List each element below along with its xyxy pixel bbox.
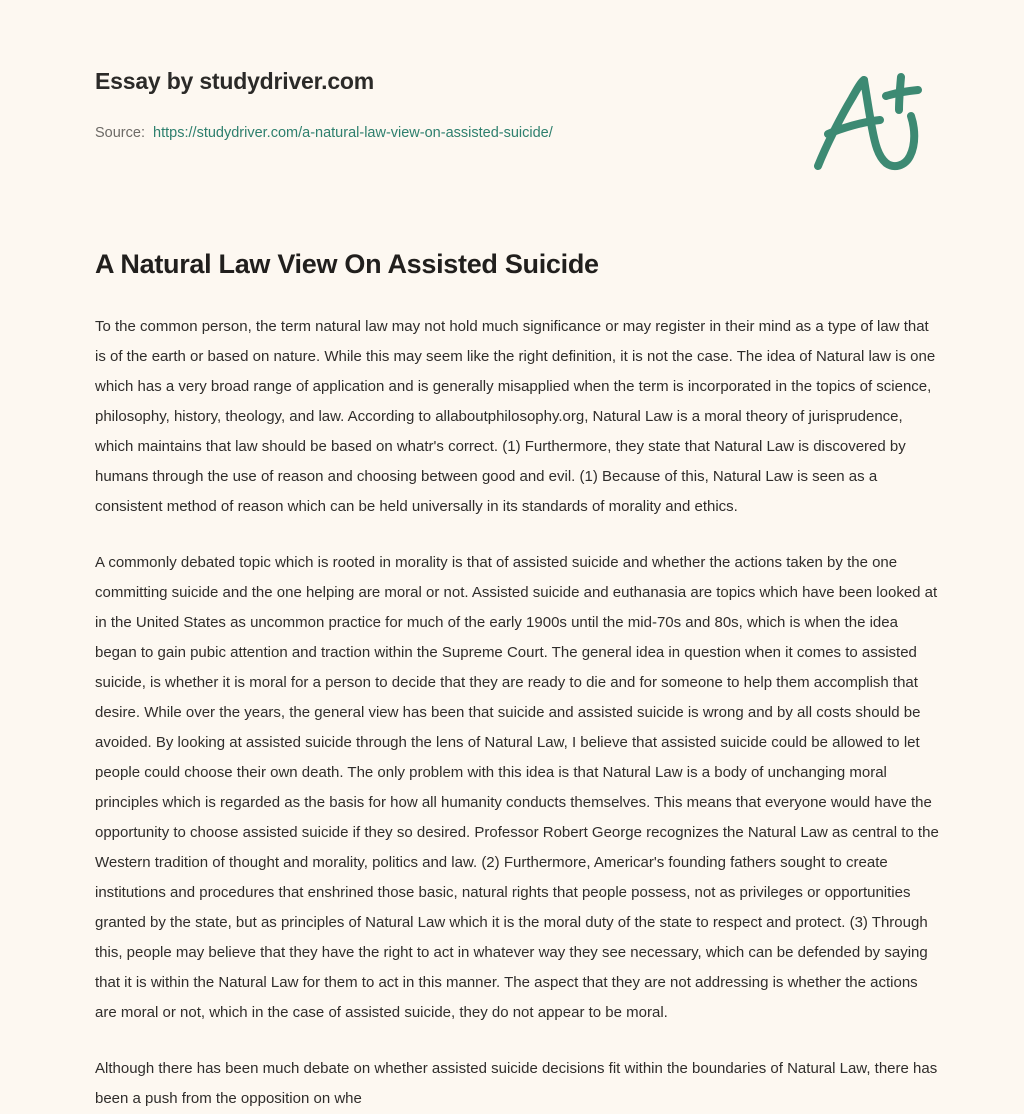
article-paragraph: To the common person, the term natural law may not hold much significance or may register in their mind as a type of law that is of the earth or based on nature. While this may seem like the right definition, it is not the case. The idea of Natural law is one which has a very broad range of application and is generally misapplied when the term is incorporated in the topics of science, philosophy, history, theology, and law. According to allaboutphilosophy.org, Natural Law is a moral theory of jurisprudence, which maintains that law should be based on whatr's correct. (1) Furthermore, they state that Natural Law is discovered by humans through the use of reason and choosing between good and evil. (1) Because of this, Natural Law is seen as a consistent method of reason which can be held universally in its standards of morality and ethics. (95, 317, 936, 515)
source-line (95, 125, 553, 141)
studydriver-logo (806, 66, 936, 182)
a-plus-logo-icon (806, 66, 936, 182)
article-paragraph: A commonly debated topic which is rooted in morality is that of assisted suicide and whether the actions taken by the one committing suicide and the one helping are moral or not. Assisted suicide and euthanasia are topics which have been looked at in the United States as uncommon practice for much of the early 1900s until the mid-70s and 80s, which is when the idea began to gain pubic attention and traction within the Supreme Court. The general idea in question when it comes to assisted suicide, is whether it is moral for a person to decide that they are ready to die and for someone to help them accomplish that desire. While over the years, the general view has been that suicide and assisted suicide is wrong and by all costs should be avoided. By looking at assisted suicide through the lens of Natural Law, I believe that assisted suicide could be allowed to let people could choose their own death. The only problem with this idea is that Natural Law is a body of unchanging moral principles which is regarded as the basis for how all humanity conducts themselves. This means that everyone would have the opportunity to choose assisted suicide if they so desired. Professor Robert George recognizes the Natural Law as central to the Western tradition of thought and morality, politics and law. (2) Furthermore, Americar's founding fathers sought to create institutions and procedures that enshrined those basic, natural rights that people possess, not as privileges or opportunities granted by the state, but as principles of Natural Law which it is the moral duty of the state to respect and protect. (3) Through this, people may believe that they have the right to act in whatever way they see necessary, which can be defended by saying that it is within the Natural Law for them to act in this manner. The aspect that they are not addressing is whether the actions are moral or not, which in the case of assisted suicide, they do not appear to be moral. (95, 553, 939, 1021)
essay-byline: Essay by studydriver.com (95, 68, 375, 94)
article (95, 248, 940, 1114)
article-paragraph: Although there has been much debate on whether assisted suicide decisions fit within the boundaries of Natural Law, there has been a push from the opposition on whe (95, 1059, 938, 1107)
page-title: A Natural Law View On Assisted Suicide (95, 249, 599, 279)
page-header (0, 0, 1024, 190)
source-label: Source: (95, 125, 145, 141)
source-url-link[interactable]: https://studydriver.com/a-natural-law-view-on-assisted-suicide/ (153, 125, 553, 141)
article-body (95, 312, 940, 1114)
